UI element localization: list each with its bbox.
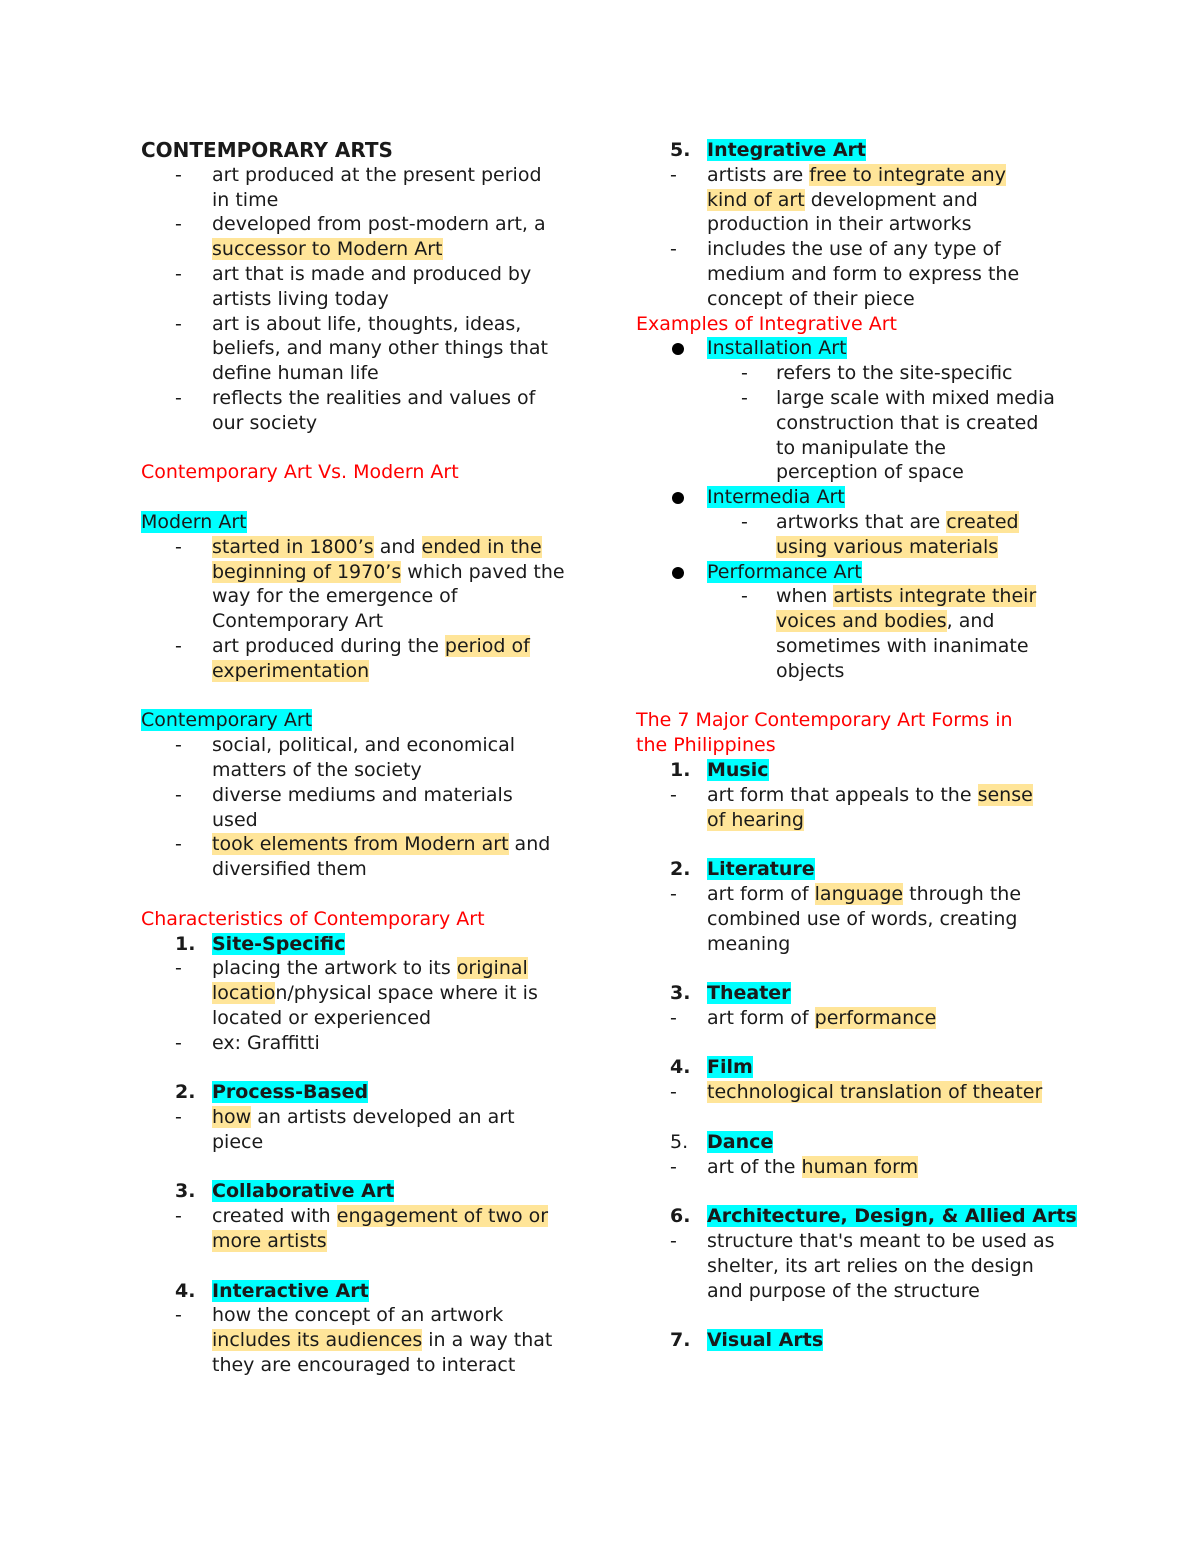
text-span: production in their artworks bbox=[707, 213, 972, 236]
list-item-continuation bbox=[141, 336, 601, 361]
text-span: they are encouraged to interact bbox=[212, 1354, 516, 1377]
list-item-continuation bbox=[141, 758, 601, 783]
dash-list-item bbox=[141, 1303, 601, 1328]
text-span: refers to the site-specific bbox=[776, 362, 1013, 385]
numbered-heading bbox=[636, 1328, 1106, 1353]
bullet-dot-icon bbox=[672, 343, 684, 355]
text-span: art that is made and produced by bbox=[212, 262, 532, 285]
yellow-highlight-text: language bbox=[814, 882, 904, 905]
list-number: 5. bbox=[670, 1130, 689, 1153]
cyan-highlight-text: Music bbox=[707, 758, 769, 781]
list-item-continuation bbox=[636, 1254, 1106, 1279]
numbered-heading bbox=[636, 138, 1106, 163]
yellow-highlight-text: performance bbox=[814, 1006, 937, 1029]
blank-line bbox=[141, 485, 601, 510]
dash-marker: - bbox=[670, 163, 677, 186]
list-number: 1. bbox=[670, 758, 691, 781]
blank-line bbox=[636, 1031, 1106, 1056]
bullet-dot-icon bbox=[672, 567, 684, 579]
dash-marker: - bbox=[175, 213, 182, 236]
dash-list-item bbox=[141, 163, 601, 188]
text-span: art produced during the bbox=[212, 634, 445, 657]
dash-marker: - bbox=[175, 783, 182, 806]
text-span: artworks that are bbox=[776, 510, 947, 533]
blank-line bbox=[141, 882, 601, 907]
left-column bbox=[141, 138, 601, 1378]
dash-marker: - bbox=[670, 882, 677, 905]
cyan-highlight-text: Process-Based bbox=[212, 1081, 369, 1104]
numbered-heading bbox=[636, 1055, 1106, 1080]
list-item-continuation bbox=[636, 287, 1106, 312]
text-span: art form of bbox=[707, 882, 815, 905]
yellow-highlight-text: more artists bbox=[212, 1230, 327, 1253]
list-number: 6. bbox=[670, 1205, 691, 1228]
cyan-highlight-text: Collaborative Art bbox=[212, 1180, 395, 1203]
dash-marker: - bbox=[175, 833, 182, 856]
page-title bbox=[141, 138, 601, 163]
dash-list-item bbox=[141, 212, 601, 237]
text-span: and purpose of the structure bbox=[707, 1279, 980, 1302]
sub-item-continuation bbox=[636, 411, 1106, 436]
yellow-highlight-text: took elements from Modern art bbox=[212, 833, 509, 856]
list-item-continuation bbox=[141, 237, 601, 262]
blank-line bbox=[636, 684, 1106, 709]
bullet-item bbox=[636, 560, 1106, 585]
yellow-highlight-text: free to integrate any bbox=[809, 163, 1006, 186]
blank-line bbox=[636, 832, 1106, 857]
right-column bbox=[636, 138, 1106, 1353]
text-span: used bbox=[212, 808, 258, 831]
yellow-highlight-text: original bbox=[456, 957, 528, 980]
subheading bbox=[141, 708, 601, 733]
list-item-continuation bbox=[636, 262, 1106, 287]
dash-marker: - bbox=[175, 386, 182, 409]
yellow-highlight-text: of hearing bbox=[707, 808, 804, 831]
dash-marker: - bbox=[670, 783, 677, 806]
text-span: shelter, its art relies on the design bbox=[707, 1254, 1034, 1277]
numbered-heading bbox=[636, 1204, 1106, 1229]
list-item-continuation bbox=[636, 188, 1106, 213]
text-span: art form that appeals to the bbox=[707, 783, 978, 806]
sub-item-continuation bbox=[636, 436, 1106, 461]
numbered-heading bbox=[141, 1080, 601, 1105]
text-span: social, political, and economical bbox=[212, 734, 516, 757]
list-number: 4. bbox=[175, 1279, 196, 1302]
text-span: diversified them bbox=[212, 858, 367, 881]
dash-list-item bbox=[141, 1204, 601, 1229]
yellow-highlight-text: technological translation of theater bbox=[707, 1081, 1043, 1104]
sub-item-continuation bbox=[636, 659, 1106, 684]
yellow-highlight-text: started in 1800’s bbox=[212, 535, 374, 558]
dash-list-item bbox=[141, 832, 601, 857]
dash-list-item bbox=[141, 1105, 601, 1130]
text-span: , and bbox=[946, 610, 995, 633]
list-item-continuation bbox=[141, 411, 601, 436]
cyan-highlight-text: Theater bbox=[707, 982, 791, 1005]
yellow-highlight-text: successor to Modern Art bbox=[212, 238, 443, 261]
cyan-highlight-text: Modern Art bbox=[141, 510, 247, 533]
blank-line bbox=[141, 684, 601, 709]
cyan-highlight-text: Installation Art bbox=[707, 337, 847, 360]
list-item-continuation bbox=[636, 907, 1106, 932]
yellow-highlight-text: sense bbox=[977, 783, 1033, 806]
bullet-dot-icon bbox=[672, 492, 684, 504]
numbered-heading bbox=[141, 1279, 601, 1304]
blank-line bbox=[636, 1105, 1106, 1130]
dash-marker: - bbox=[175, 312, 182, 335]
numbered-heading bbox=[636, 981, 1106, 1006]
dash-list-item bbox=[636, 237, 1106, 262]
text-span: diverse mediums and materials bbox=[212, 783, 513, 806]
list-number: 2. bbox=[175, 1081, 196, 1104]
text-span: includes the use of any type of bbox=[707, 238, 1001, 261]
text-span: CONTEMPORARY ARTS bbox=[141, 138, 393, 162]
text-span: Examples of Integrative Art bbox=[636, 312, 897, 335]
text-span: art form of bbox=[707, 1006, 815, 1029]
list-item-continuation bbox=[141, 857, 601, 882]
yellow-highlight-text: created bbox=[946, 510, 1019, 533]
dash-list-item bbox=[636, 882, 1106, 907]
list-item-continuation bbox=[141, 1328, 601, 1353]
dash-list-item bbox=[636, 163, 1106, 188]
sub-dash-item bbox=[636, 386, 1106, 411]
yellow-highlight-text: includes its audiences bbox=[212, 1329, 423, 1352]
text-span: art is about life, thoughts, ideas, bbox=[212, 312, 522, 335]
list-number: 3. bbox=[670, 982, 691, 1005]
list-number: 7. bbox=[670, 1329, 691, 1352]
text-span: how the concept of an artwork bbox=[212, 1304, 504, 1327]
dash-marker: - bbox=[175, 262, 182, 285]
cyan-highlight-text: Interactive Art bbox=[212, 1279, 369, 1302]
text-span: matters of the society bbox=[212, 758, 422, 781]
sub-dash-item bbox=[636, 584, 1106, 609]
sub-item-continuation bbox=[636, 535, 1106, 560]
dash-marker: - bbox=[670, 1006, 677, 1029]
list-item-continuation bbox=[141, 560, 601, 585]
dash-marker: - bbox=[670, 1081, 677, 1104]
text-span: The 7 Major Contemporary Art Forms in bbox=[636, 709, 1013, 732]
sub-item-continuation bbox=[636, 634, 1106, 659]
list-item-continuation bbox=[636, 1279, 1106, 1304]
text-span: and bbox=[508, 833, 551, 856]
list-number: 2. bbox=[670, 858, 691, 881]
text-span: the Philippines bbox=[636, 734, 776, 757]
list-item-continuation bbox=[636, 212, 1106, 237]
text-span: and bbox=[373, 535, 422, 558]
text-span: an artists developed an art bbox=[251, 1106, 515, 1129]
dash-marker: - bbox=[175, 634, 182, 657]
text-span: which paved the bbox=[401, 560, 565, 583]
blank-line bbox=[141, 1055, 601, 1080]
text-span: perception of space bbox=[776, 461, 964, 484]
yellow-highlight-text: experimentation bbox=[212, 659, 370, 682]
subheading bbox=[141, 510, 601, 535]
list-item-continuation bbox=[141, 1130, 601, 1155]
blank-line bbox=[636, 956, 1106, 981]
text-span: structure that's meant to be used as bbox=[707, 1230, 1055, 1253]
bullet-item bbox=[636, 336, 1106, 361]
sub-item-continuation bbox=[636, 609, 1106, 634]
dash-marker: - bbox=[175, 535, 182, 558]
text-span: reflects the realities and values of bbox=[212, 386, 536, 409]
text-span: in a way that bbox=[422, 1329, 553, 1352]
list-item-continuation bbox=[141, 609, 601, 634]
sub-dash-item bbox=[636, 510, 1106, 535]
cyan-highlight-text: Integrative Art bbox=[707, 139, 866, 161]
bullet-item bbox=[636, 485, 1106, 510]
cyan-highlight-text: Performance Art bbox=[707, 560, 862, 583]
text-span: meaning bbox=[707, 932, 791, 955]
cyan-highlight-text: Architecture, Design, & Allied Arts bbox=[707, 1205, 1077, 1228]
text-span: construction that is created bbox=[776, 411, 1039, 434]
text-span: artists living today bbox=[212, 287, 389, 310]
list-number: 5. bbox=[670, 139, 691, 161]
list-number: 4. bbox=[670, 1056, 691, 1079]
numbered-heading bbox=[636, 857, 1106, 882]
dash-list-item bbox=[141, 634, 601, 659]
dash-list-item bbox=[141, 312, 601, 337]
text-span: when bbox=[776, 585, 834, 608]
dash-list-item bbox=[141, 956, 601, 981]
text-span: art of the bbox=[707, 1155, 802, 1178]
text-span: Contemporary Art Vs. Modern Art bbox=[141, 461, 459, 484]
list-item-continuation bbox=[141, 1006, 601, 1031]
yellow-highlight-text: human form bbox=[801, 1155, 919, 1178]
text-span: large scale with mixed media bbox=[776, 386, 1055, 409]
dash-list-item bbox=[636, 1080, 1106, 1105]
text-span: to manipulate the bbox=[776, 436, 946, 459]
dash-list-item bbox=[141, 733, 601, 758]
text-span: objects bbox=[776, 659, 845, 682]
dash-marker: - bbox=[741, 362, 748, 385]
dash-marker: - bbox=[175, 1304, 182, 1327]
list-number: 3. bbox=[175, 1180, 196, 1203]
dash-marker: - bbox=[741, 386, 748, 409]
list-item-continuation bbox=[141, 361, 601, 386]
text-span: way for the emergence of bbox=[212, 585, 458, 608]
blank-line bbox=[636, 1303, 1106, 1328]
cyan-highlight-text: Site-Specific bbox=[212, 932, 346, 955]
dash-list-item bbox=[141, 386, 601, 411]
text-span: ex: Graffitti bbox=[212, 1031, 320, 1054]
list-item-continuation bbox=[141, 287, 601, 312]
numbered-heading bbox=[141, 1179, 601, 1204]
text-span: define human life bbox=[212, 362, 379, 385]
dash-marker: - bbox=[175, 1031, 182, 1054]
text-span: Contemporary Art bbox=[212, 610, 384, 633]
section-heading bbox=[636, 733, 1106, 758]
dash-marker: - bbox=[175, 957, 182, 980]
blank-line bbox=[141, 1254, 601, 1279]
list-number: 1. bbox=[175, 932, 196, 955]
section-heading bbox=[141, 907, 601, 932]
list-item-continuation bbox=[636, 932, 1106, 957]
list-item-continuation bbox=[141, 1353, 601, 1378]
yellow-highlight-text: locatio bbox=[212, 982, 276, 1005]
section-heading bbox=[636, 708, 1106, 733]
text-span: sometimes with inanimate bbox=[776, 634, 1029, 657]
text-span: n/physical space where it is bbox=[275, 982, 538, 1005]
numbered-heading bbox=[636, 758, 1106, 783]
yellow-highlight-text: voices and bodies bbox=[776, 610, 947, 633]
text-span: in time bbox=[212, 188, 279, 211]
text-span: combined use of words, creating bbox=[707, 907, 1018, 930]
dash-list-item bbox=[141, 783, 601, 808]
sub-dash-item bbox=[636, 361, 1106, 386]
yellow-highlight-text: period of bbox=[444, 634, 530, 657]
cyan-highlight-text: Literature bbox=[707, 858, 815, 881]
dash-list-item bbox=[636, 1006, 1106, 1031]
dash-marker: - bbox=[670, 1155, 677, 1178]
yellow-highlight-text: engagement of two or bbox=[336, 1205, 549, 1228]
dash-list-item bbox=[141, 535, 601, 560]
text-span: beliefs, and many other things that bbox=[212, 337, 548, 360]
list-item-continuation bbox=[141, 808, 601, 833]
yellow-highlight-text: kind of art bbox=[707, 188, 805, 211]
dash-marker: - bbox=[741, 585, 748, 608]
text-span: placing the artwork to its bbox=[212, 957, 457, 980]
yellow-highlight-text: using various materials bbox=[776, 535, 999, 558]
blank-line bbox=[141, 436, 601, 461]
dash-list-item bbox=[636, 1155, 1106, 1180]
text-span: created with bbox=[212, 1205, 337, 1228]
list-item-continuation bbox=[141, 981, 601, 1006]
cyan-highlight-text: Intermedia Art bbox=[707, 486, 845, 509]
dash-marker: - bbox=[670, 238, 677, 261]
text-span: artists are bbox=[707, 163, 810, 186]
list-item-continuation bbox=[141, 188, 601, 213]
list-item-continuation bbox=[141, 1229, 601, 1254]
yellow-highlight-text: artists integrate their bbox=[833, 585, 1037, 608]
cyan-highlight-text: Visual Arts bbox=[707, 1329, 824, 1352]
section-heading bbox=[141, 460, 601, 485]
dash-list-item bbox=[141, 262, 601, 287]
text-span: concept of their piece bbox=[707, 287, 915, 310]
list-item-continuation bbox=[141, 584, 601, 609]
yellow-highlight-text: ended in the bbox=[421, 535, 542, 558]
blank-line bbox=[141, 1155, 601, 1180]
dash-marker: - bbox=[175, 163, 182, 186]
cyan-highlight-text: Film bbox=[707, 1056, 753, 1079]
cyan-highlight-text: Contemporary Art bbox=[141, 709, 313, 732]
text-span: development and bbox=[804, 188, 978, 211]
dash-marker: - bbox=[175, 1106, 182, 1129]
dash-marker: - bbox=[741, 510, 748, 533]
dash-marker: - bbox=[175, 734, 182, 757]
text-span: through the bbox=[903, 882, 1022, 905]
list-item-continuation bbox=[636, 808, 1106, 833]
numbered-heading bbox=[636, 1130, 1106, 1155]
text-span: piece bbox=[212, 1130, 264, 1153]
text-span: our society bbox=[212, 411, 318, 434]
dash-marker: - bbox=[175, 1205, 182, 1228]
dash-marker: - bbox=[670, 1230, 677, 1253]
text-span: Characteristics of Contemporary Art bbox=[141, 907, 485, 930]
list-item-continuation bbox=[141, 659, 601, 684]
numbered-heading bbox=[141, 932, 601, 957]
text-span: located or experienced bbox=[212, 1006, 432, 1029]
yellow-highlight-text: beginning of 1970’s bbox=[212, 560, 402, 583]
dash-list-item bbox=[636, 1229, 1106, 1254]
text-span: developed from post-modern art, a bbox=[212, 213, 546, 236]
text-span: medium and form to express the bbox=[707, 262, 1020, 285]
dash-list-item bbox=[141, 1031, 601, 1056]
dash-list-item bbox=[636, 783, 1106, 808]
yellow-highlight-text: how bbox=[212, 1106, 252, 1129]
cyan-highlight-text: Dance bbox=[707, 1130, 774, 1153]
text-span: art produced at the present period bbox=[212, 163, 542, 186]
section-heading bbox=[636, 312, 1106, 337]
blank-line bbox=[636, 1179, 1106, 1204]
sub-item-continuation bbox=[636, 460, 1106, 485]
